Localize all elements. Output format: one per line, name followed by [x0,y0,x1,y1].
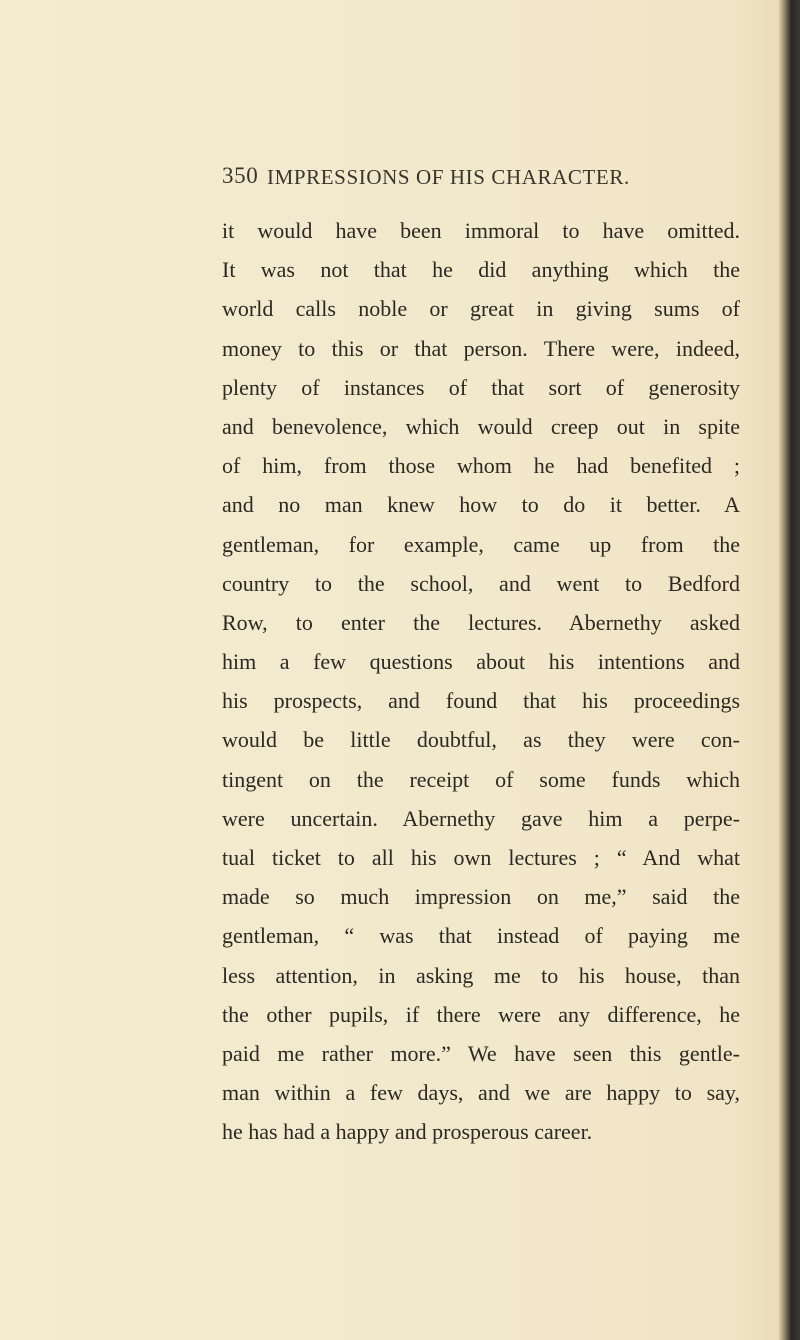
text-line: gentleman, “ was that instead of paying me [222,923,740,949]
text-line: it would have been immoral to have omitted. [222,218,740,243]
text-line: man within a few days, and we are happy to say, [222,1080,740,1106]
text-line: It was not that he did anything which the [222,257,740,283]
running-head-title: IMPRESSIONS OF HIS CHARACTER. [267,165,630,189]
text-line: gentleman, for example, came up from the [222,531,740,557]
body-text [222,211,740,1152]
text-line: and benevolence, which would creep out in spite [222,413,740,439]
text-line: Row, to enter the lectures. Abernethy asked [222,609,740,635]
text-line: money to this or that person. There were, indeed, [222,335,740,361]
text-line: he has had a happy and prosperous career. [222,1119,593,1145]
text-line: and no man knew how to do it better. A [222,492,740,518]
running-head [222,163,722,191]
text-line: the other pupils, if there were any difference, he [222,1001,740,1027]
text-line: made so much impression on me,” said the [222,884,740,910]
text-line: plenty of instances of that sort of generosity [222,374,740,400]
text-line: tingent on the receipt of some funds which [222,766,740,792]
text-line: tual ticket to all his own lectures ; “ And what [222,845,740,870]
text-line: less attention, in asking me to his house, than [222,962,740,988]
text-line: would be little doubtful, as they were con- [222,727,740,753]
text-line: his prospects, and found that his proceedings [222,688,740,714]
text-line: paid me rather more.” We have seen this gentle- [222,1040,740,1066]
text-line: were uncertain. Abernethy gave him a perpe- [222,805,740,831]
text-line: him a few questions about his intentions and [222,649,740,675]
page-number: 350 [222,163,259,188]
text-line: world calls noble or great in giving sums of [222,296,740,322]
text-line: of him, from those whom he had benefited ; [222,453,740,479]
page-edge-shadow [778,0,800,1340]
text-line: country to the school, and went to Bedford [222,570,740,596]
